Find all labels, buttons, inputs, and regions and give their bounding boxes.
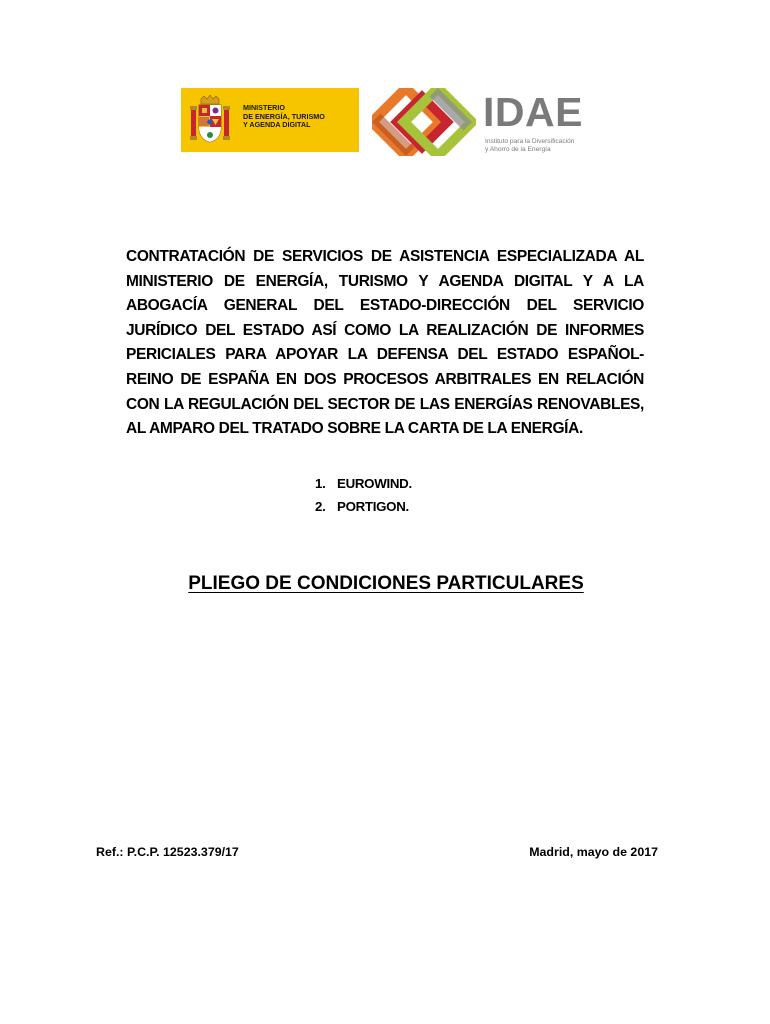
ministry-name-line: DE ENERGÍA, TURISMO <box>243 111 325 121</box>
ministry-name-line: Y AGENDA DIGITAL <box>243 120 311 130</box>
idae-interlocking-squares-icon <box>372 88 476 156</box>
ministry-logo <box>181 88 359 152</box>
idae-subtitle-line: Instituto para la Diversificación <box>485 138 575 145</box>
place-and-date: Madrid, mayo de 2017 <box>529 845 658 859</box>
document-heading <box>0 569 770 599</box>
document-header <box>0 0 770 170</box>
process-list <box>315 472 412 518</box>
idae-subtitle-line: y Ahorro de la Energía <box>485 145 551 153</box>
list-item <box>315 472 412 495</box>
reference-number: Ref.: P.C.P. 12523.379/17 <box>96 845 239 859</box>
document-heading-text: PLIEGO DE CONDICIONES PARTICULARES <box>188 573 584 594</box>
idae-subtitle <box>485 138 574 154</box>
list-item <box>315 495 412 518</box>
ministry-name-line: MINISTERIO <box>243 103 285 112</box>
ministry-name <box>243 104 325 130</box>
spain-coat-of-arms-icon <box>189 95 231 145</box>
idae-wordmark: IDAE <box>483 89 583 135</box>
list-item-number: 2. <box>315 499 326 514</box>
list-item-number: 1. <box>315 476 326 491</box>
contract-title: CONTRATACIÓN DE SERVICIOS DE ASISTENCIA ESPECIALIZADA AL MINISTERIO DE ENERGÍA, TURISMO Y AGENDA DIGITAL Y A LA ABOGACÍA GENERAL DEL ESTADO-DIRECCIÓN DEL SERVICIO JURÍDICO DEL ESTADO ASÍ COMO LA REALIZACIÓN DE INFORMES PERICIALES PARA APOYAR LA DEFENSA DEL ESTADO ESPAÑOL-REINO DE ESPAÑA EN DOS PROCESOS ARBITRALES EN RELACIÓN CON LA REGULACIÓN DEL SECTOR DE LAS ENERGÍAS RENOVABLES, AL AMPARO DEL TRATADO SOBRE LA CARTA DE LA ENERGÍA. <box>126 248 644 438</box>
list-item-label: PORTIGON. <box>337 499 409 514</box>
idae-logo <box>372 88 602 158</box>
list-item-label: EUROWIND. <box>337 476 412 491</box>
